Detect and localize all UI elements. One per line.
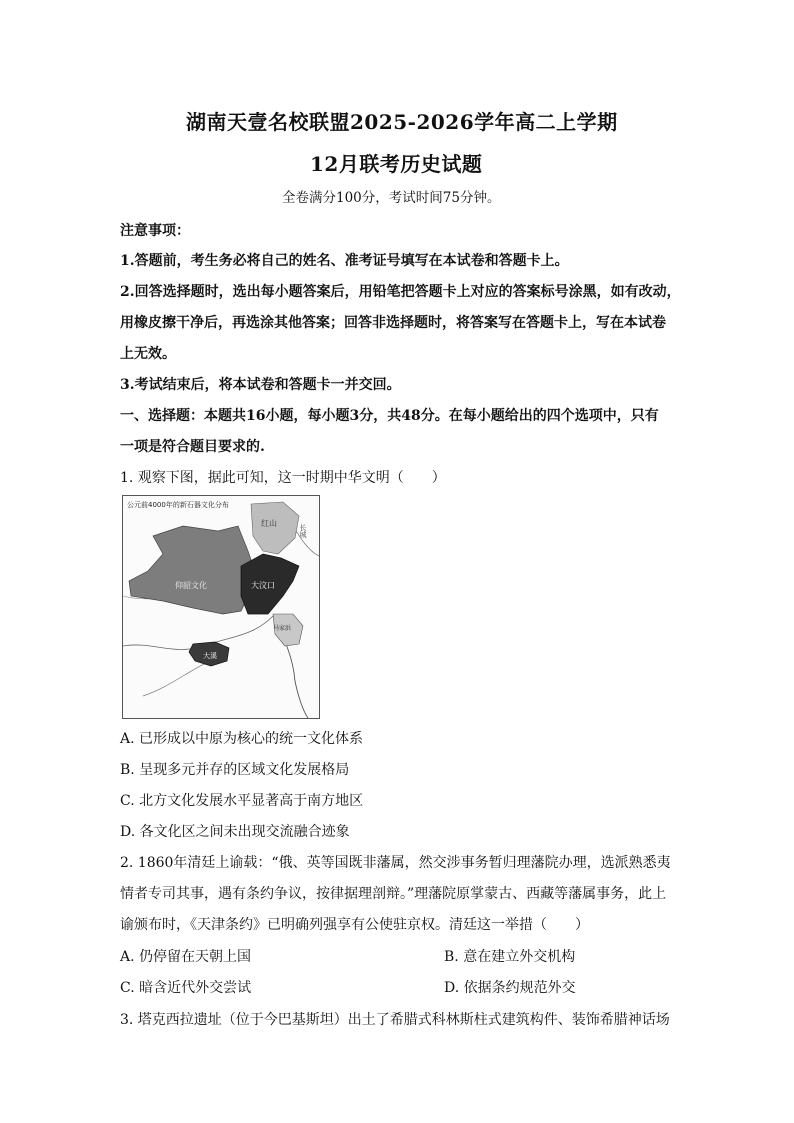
label-yangshao: 仰韶文化	[175, 581, 207, 590]
notes-item-2-line-2: 用橡皮擦干净后，再选涂其他答案；回答非选择题时，将答案写在答题卡上，写在本试卷	[120, 315, 666, 331]
notes-item-1: 1.答题前，考生务必将自己的姓名、准考证号填写在本试卷和答题卡上。	[120, 253, 569, 269]
q1-option-c: C. 北方文化发展水平显著高于南方地区	[120, 793, 364, 809]
exam-info: 全卷满分100分，考试时间75分钟。	[282, 190, 501, 206]
notes-item-2-line-1: 2.回答选择题时，选出每小题答案后，用铅笔把答题卡上对应的答案标号涂黑，如有改动，	[120, 284, 681, 300]
question-1-stem: 1. 观察下图，据此可知，这一时期中华文明（ ）	[120, 470, 446, 486]
q1-option-b: B. 呈现多元并存的区域文化发展格局	[120, 762, 350, 778]
question-2-line-2: 情者专司其事，遇有条约争议，按律据理剖辩。”理藩院原掌蒙古、西藏等藩属事务，此上	[120, 886, 667, 902]
section-heading-line-1: 一、选择题：本题共16小题，每小题3分，共48分。在每小题给出的四个选项中，只有	[120, 408, 659, 424]
notes-heading: 注意事项：	[120, 223, 190, 239]
q2-option-d: D. 依据条约规范外交	[444, 980, 576, 996]
q2-option-c: C. 暗含近代外交尝试	[120, 980, 252, 996]
section-heading-line-2: 一项是符合题目要求的.	[120, 439, 265, 455]
label-dawenkou: 大汶口	[251, 581, 275, 590]
map-svg	[123, 496, 319, 718]
title-line-2: 12月联考历史试题	[310, 152, 483, 176]
neolithic-culture-map	[122, 495, 320, 719]
question-3-line-1: 3. 塔克西拉遗址（位于今巴基斯坦）出土了希腊式科林斯柱式建筑构件、装饰希腊神话场	[120, 1012, 670, 1028]
q1-option-d: D. 各文化区之间未出现交流融合迹象	[120, 824, 350, 840]
label-majiabang: 马家浜	[273, 625, 292, 632]
map-caption: 公元前4000年的新石器文化分布	[127, 501, 229, 509]
title-line-1: 湖南天壹名校联盟2025-2026学年高二上学期	[186, 110, 618, 134]
q1-option-a: A. 已形成以中原为核心的统一文化体系	[120, 731, 364, 747]
notes-item-2-line-3: 上无效。	[120, 346, 176, 362]
q2-option-b: B. 意在建立外交机构	[444, 949, 576, 965]
label-hongshan: 红山	[261, 519, 277, 528]
q2-option-a: A. 仍停留在天朝上国	[120, 949, 252, 965]
notes-item-3: 3.考试结束后，将本试卷和答题卡一并交回。	[120, 377, 401, 393]
question-2-line-1: 2. 1860年清廷上谕载：“俄、英等国既非藩属，然交涉事务暂归理藩院办理，选派熟悉夷	[120, 855, 671, 871]
label-daxi: 大溪	[203, 652, 217, 660]
question-2-line-3: 谕颁布时，《天津条约》已明确列强享有公使驻京权。清廷这一举措（ ）	[120, 917, 589, 933]
label-side: 长城	[299, 524, 307, 538]
